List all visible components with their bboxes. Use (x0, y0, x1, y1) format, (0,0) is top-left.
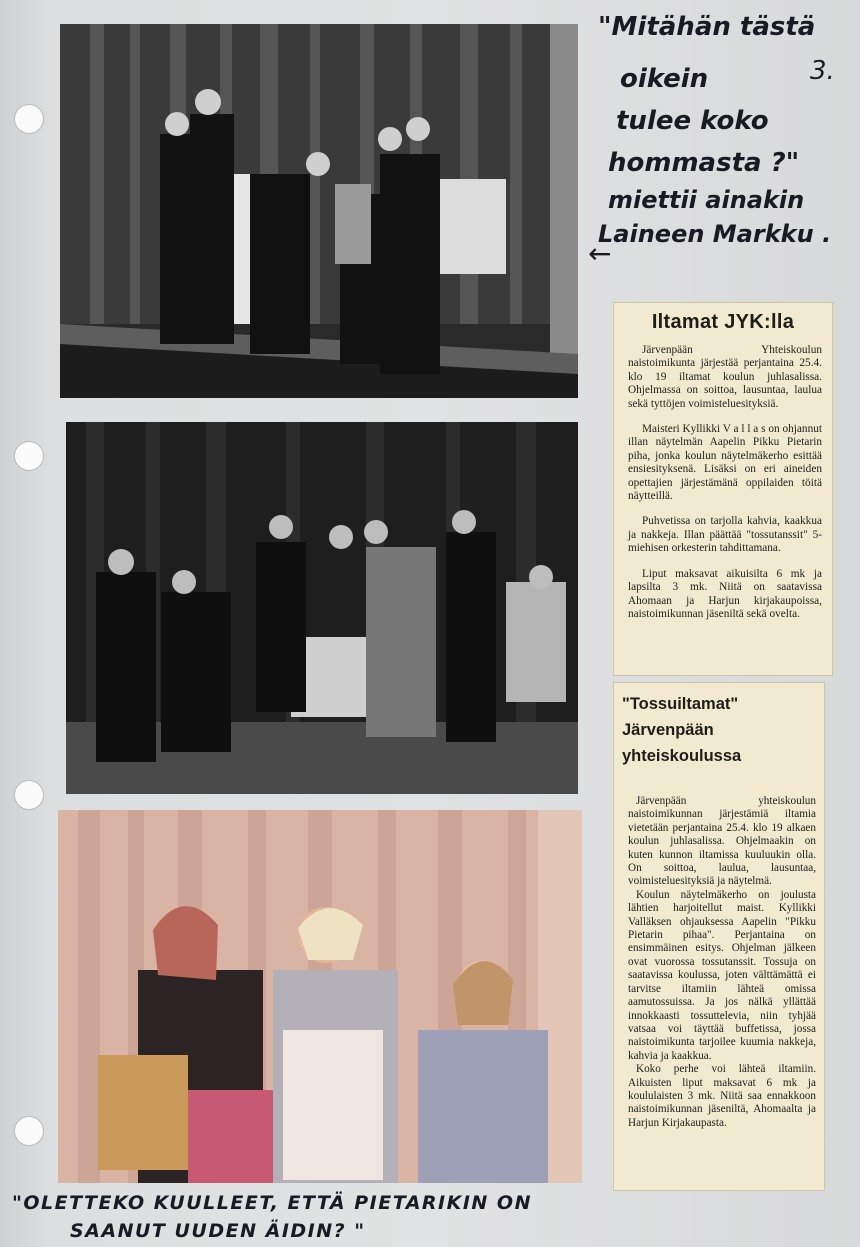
clipping-paragraph: Puhvetissa on tarjolla kahvia, kaakkua ja nakkeja. Illan päättää "tossutanssit" 5-miehisen orkesterin tahdittamana. (628, 515, 822, 555)
clipping-paragraph: Maisteri Kyllikki V a l l a s on ohjannut illan näytelmän Aapelin Pikku Pietarin piha, jonka koulun näytelmäkerho esittää ensiesityksenä. Lisäksi on eri aineiden opettajien järjestämänä oppilaiden töitä näytteillä. (628, 423, 823, 503)
clipping-paragraph: Koulun näytelmäkerho on joulusta lähtien harjoitellut maist. Kyllikki Valläksen ohjauksessa Aapelin "Pikku Pietarin pihaa". Perjantaina on ensimmäinen esitys. Ohjelman jälkeen ovat vuorossa tossutanssit. Tossuja on saatavissa koulussa, joten välttämättä ei tarvitse iltamiin lähteä omissa aamutossuissa. Ja jos nälkä yllättää innokkaasti tossuttelevia, niin tyhjää vatsaa voi täyttää buffetissa, jossa naistoimikunta tarjoilee kuumia nakkeja, kahvia ja kaakkua. (628, 888, 816, 1062)
clipping-paragraph: Liput maksavat aikuisilta 6 mk ja lapsilta 3 mk. Niitä on saatavissa Ahomaan ja Harjun kirjakaupoissa, naistoimikunnan jäseniltä sekä ovelta. (628, 567, 822, 620)
handwritten-quote-line: hommasta ?" (608, 148, 800, 178)
handwritten-quote-line: Laineen Markku . (598, 220, 832, 248)
handwritten-caption-line: SAANUT UUDEN ÄIDIN? " (70, 1220, 366, 1242)
photo-stage-boys (60, 24, 578, 398)
clipping-paragraph: Järvenpään yhteiskoulun naistoimikunnan järjestämiä iltamia vietetään perjantaina 25.4. klo 19 alkaen koulun juhlasalissa. Ohjelmaakin on kuten kunnon iltamissa kuuluukin olla. On soittoa, laulua, lausuntaa, voimisteluesityksiä ja näytelmä. (628, 795, 816, 888)
clipping-paragraph: Järvenpään Yhteiskoulun naistoimikunta järjestää perjantaina 25.4. klo 19 iltamat koulun juhlasalissa. Ohjelmassa on soittoa, lausuntaa, laulua sekä tyttöjen voimisteluesityksiä. (628, 344, 822, 410)
handwritten-quote-line: "Mitähän tästä (598, 12, 816, 42)
page-number: 3. (810, 56, 835, 86)
photo-girls-costume (58, 810, 582, 1183)
handwritten-quote-line: oikein (620, 64, 709, 94)
clipping-headline: "Tossuiltamat" Järvenpään yhteiskoulussa (622, 695, 742, 765)
handwritten-caption-line: "OLETTEKO KUULLEET, ETTÄ PIETARIKIN ON (12, 1192, 532, 1214)
clipping-headline: Iltamat JYK:lla (651, 311, 795, 333)
arrow-icon: ← (588, 237, 612, 270)
binder-hole (14, 1116, 44, 1146)
binder-hole (14, 441, 44, 471)
clipping-paragraph: Koko perhe voi lähteä iltamiin. Aikuisten liput maksavat 6 mk ja koululaisten 3 mk. Niitä saa ennakkoon naistoimikunnan jäseniltä, Ahomaalta ja Harjun Kirjakaupasta. (628, 1063, 816, 1129)
binder-hole (14, 104, 44, 134)
handwritten-quote-line: tulee koko (616, 106, 769, 136)
handwritten-quote-line: miettii ainakin (608, 186, 805, 214)
photo-stage-group (66, 422, 578, 794)
newspaper-clipping-iltamat (614, 303, 832, 675)
newspaper-clipping-tossuiltamat (614, 683, 824, 1190)
binder-hole (14, 780, 44, 810)
